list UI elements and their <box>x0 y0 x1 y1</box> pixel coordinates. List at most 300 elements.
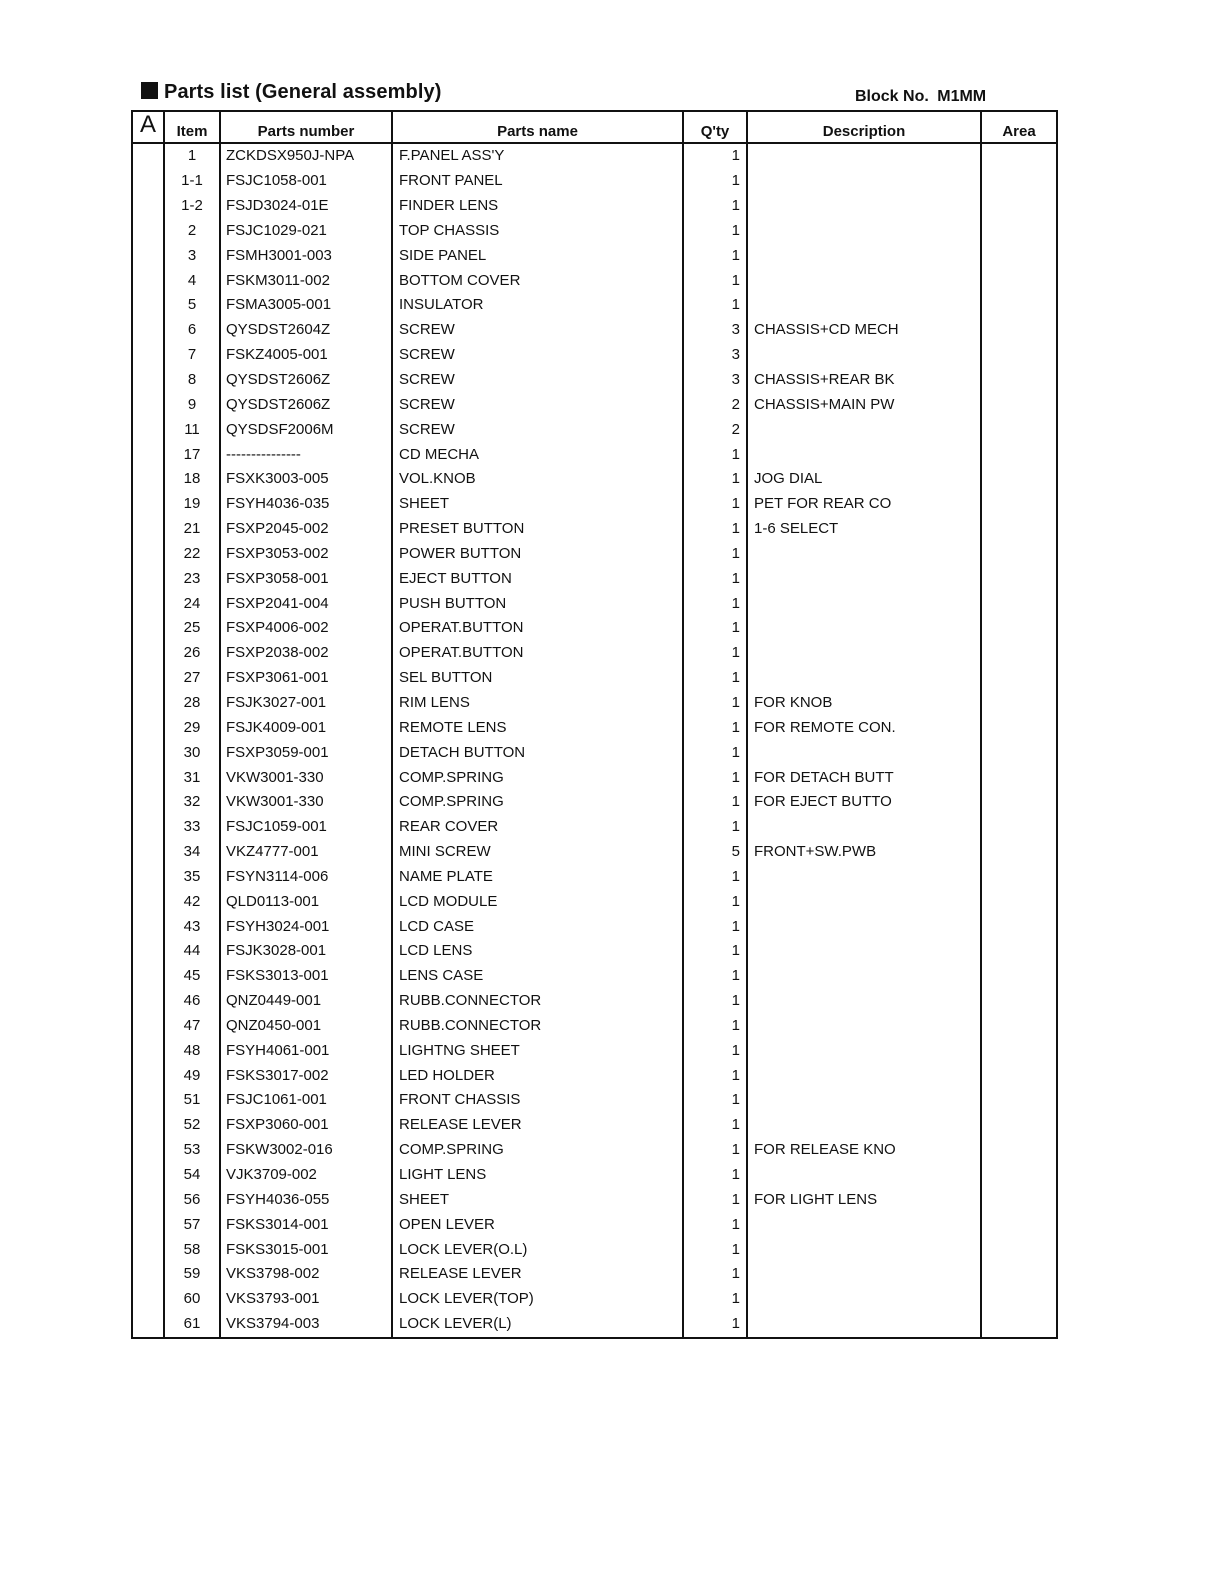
cell-parts-number: FSYH4061-001 <box>220 1038 392 1063</box>
cell-area <box>981 542 1057 567</box>
cell-a <box>132 616 164 641</box>
page-title-text: Parts list (General assembly) <box>164 81 442 103</box>
cell-parts-number: FSXP3061-001 <box>220 666 392 691</box>
cell-description: FOR KNOB <box>747 691 981 716</box>
cell-a <box>132 914 164 939</box>
cell-area <box>981 1163 1057 1188</box>
table-row <box>132 1163 1057 1188</box>
cell-a <box>132 442 164 467</box>
cell-description <box>747 591 981 616</box>
cell-item: 11 <box>164 417 220 442</box>
black-square-bullet-icon <box>141 82 158 99</box>
cell-parts-number: FSYH4036-055 <box>220 1187 392 1212</box>
cell-parts-number: FSXP3060-001 <box>220 1113 392 1138</box>
cell-description: CHASSIS+CD MECH <box>747 318 981 343</box>
cell-item: 8 <box>164 368 220 393</box>
cell-description <box>747 914 981 939</box>
cell-parts-name: BOTTOM COVER <box>392 268 683 293</box>
cell-qty: 1 <box>683 268 747 293</box>
cell-qty: 1 <box>683 542 747 567</box>
cell-parts-number: FSKS3013-001 <box>220 964 392 989</box>
cell-description: 1-6 SELECT <box>747 517 981 542</box>
table-row <box>132 143 1057 169</box>
column-header-description: Description <box>747 111 981 143</box>
cell-parts-number: VKZ4777-001 <box>220 840 392 865</box>
cell-qty: 1 <box>683 1287 747 1312</box>
cell-area <box>981 517 1057 542</box>
table-row <box>132 1113 1057 1138</box>
cell-item: 1 <box>164 143 220 169</box>
cell-item: 48 <box>164 1038 220 1063</box>
table-row <box>132 666 1057 691</box>
table-row <box>132 566 1057 591</box>
cell-item: 1-2 <box>164 194 220 219</box>
cell-qty: 1 <box>683 666 747 691</box>
cell-description <box>747 143 981 169</box>
cell-area <box>981 1312 1057 1338</box>
cell-qty: 1 <box>683 1138 747 1163</box>
cell-parts-name: RIM LENS <box>392 691 683 716</box>
cell-item: 42 <box>164 889 220 914</box>
cell-item: 6 <box>164 318 220 343</box>
cell-qty: 1 <box>683 1113 747 1138</box>
cell-area <box>981 143 1057 169</box>
cell-parts-number: FSXP2045-002 <box>220 517 392 542</box>
cell-parts-name: SCREW <box>392 318 683 343</box>
cell-parts-name: LENS CASE <box>392 964 683 989</box>
table-row <box>132 293 1057 318</box>
cell-parts-name: DETACH BUTTON <box>392 740 683 765</box>
cell-qty: 1 <box>683 169 747 194</box>
column-header-item: Item <box>164 111 220 143</box>
table-row <box>132 542 1057 567</box>
cell-parts-name: SEL BUTTON <box>392 666 683 691</box>
cell-parts-name: LOCK LEVER(TOP) <box>392 1287 683 1312</box>
cell-area <box>981 194 1057 219</box>
cell-area <box>981 492 1057 517</box>
cell-parts-number: FSXP4006-002 <box>220 616 392 641</box>
cell-description <box>747 1088 981 1113</box>
cell-a <box>132 268 164 293</box>
cell-area <box>981 740 1057 765</box>
cell-a <box>132 194 164 219</box>
cell-parts-number: FSJC1061-001 <box>220 1088 392 1113</box>
cell-area <box>981 1187 1057 1212</box>
cell-description: CHASSIS+MAIN PW <box>747 392 981 417</box>
cell-parts-number: FSJK3027-001 <box>220 691 392 716</box>
cell-parts-name: RUBB.CONNECTOR <box>392 1014 683 1039</box>
cell-parts-number: FSKW3002-016 <box>220 1138 392 1163</box>
column-header-a: A <box>132 111 164 143</box>
cell-parts-name: LCD LENS <box>392 939 683 964</box>
cell-qty: 1 <box>683 467 747 492</box>
cell-parts-name: SIDE PANEL <box>392 243 683 268</box>
cell-description <box>747 616 981 641</box>
cell-qty: 1 <box>683 1088 747 1113</box>
cell-a <box>132 143 164 169</box>
cell-qty: 1 <box>683 143 747 169</box>
cell-parts-name: COMP.SPRING <box>392 765 683 790</box>
cell-description <box>747 417 981 442</box>
table-row <box>132 889 1057 914</box>
cell-parts-name: SHEET <box>392 1187 683 1212</box>
cell-item: 33 <box>164 815 220 840</box>
table-row <box>132 1212 1057 1237</box>
cell-parts-number: FSJC1059-001 <box>220 815 392 840</box>
column-header-parts-name: Parts name <box>392 111 683 143</box>
cell-parts-name: SCREW <box>392 417 683 442</box>
cell-area <box>981 616 1057 641</box>
cell-item: 21 <box>164 517 220 542</box>
cell-item: 49 <box>164 1063 220 1088</box>
table-row <box>132 790 1057 815</box>
cell-qty: 5 <box>683 840 747 865</box>
cell-description <box>747 815 981 840</box>
cell-area <box>981 889 1057 914</box>
cell-a <box>132 840 164 865</box>
cell-item: 43 <box>164 914 220 939</box>
cell-area <box>981 691 1057 716</box>
cell-item: 22 <box>164 542 220 567</box>
parts-table <box>131 110 1058 1339</box>
table-row <box>132 691 1057 716</box>
cell-qty: 1 <box>683 1262 747 1287</box>
cell-area <box>981 467 1057 492</box>
cell-area <box>981 840 1057 865</box>
cell-area <box>981 1014 1057 1039</box>
block-number-label: Block No. <box>855 88 929 105</box>
cell-parts-number: FSJD3024-01E <box>220 194 392 219</box>
cell-item: 32 <box>164 790 220 815</box>
table-row <box>132 864 1057 889</box>
cell-area <box>981 1237 1057 1262</box>
table-row <box>132 989 1057 1014</box>
table-row <box>132 1063 1057 1088</box>
table-row <box>132 318 1057 343</box>
cell-description: JOG DIAL <box>747 467 981 492</box>
cell-area <box>981 1212 1057 1237</box>
cell-area <box>981 268 1057 293</box>
table-row <box>132 765 1057 790</box>
cell-parts-number: QLD0113-001 <box>220 889 392 914</box>
cell-a <box>132 740 164 765</box>
cell-description: FRONT+SW.PWB <box>747 840 981 865</box>
cell-description <box>747 542 981 567</box>
cell-a <box>132 889 164 914</box>
cell-area <box>981 989 1057 1014</box>
cell-description <box>747 343 981 368</box>
cell-a <box>132 566 164 591</box>
cell-a <box>132 1187 164 1212</box>
cell-qty: 1 <box>683 914 747 939</box>
table-row <box>132 1014 1057 1039</box>
cell-item: 5 <box>164 293 220 318</box>
cell-parts-name: OPEN LEVER <box>392 1212 683 1237</box>
cell-qty: 3 <box>683 368 747 393</box>
column-header-qty: Q'ty <box>683 111 747 143</box>
cell-area <box>981 442 1057 467</box>
cell-parts-number: FSMH3001-003 <box>220 243 392 268</box>
cell-description <box>747 243 981 268</box>
table-row <box>132 219 1057 244</box>
cell-parts-name: OPERAT.BUTTON <box>392 616 683 641</box>
cell-item: 56 <box>164 1187 220 1212</box>
cell-a <box>132 666 164 691</box>
cell-a <box>132 219 164 244</box>
cell-parts-number: VKW3001-330 <box>220 765 392 790</box>
cell-a <box>132 1038 164 1063</box>
cell-qty: 1 <box>683 641 747 666</box>
cell-parts-number: FSMA3005-001 <box>220 293 392 318</box>
cell-parts-number: FSXK3003-005 <box>220 467 392 492</box>
cell-qty: 1 <box>683 691 747 716</box>
cell-parts-number: FSJK4009-001 <box>220 715 392 740</box>
cell-a <box>132 591 164 616</box>
cell-a <box>132 765 164 790</box>
cell-description: FOR RELEASE KNO <box>747 1138 981 1163</box>
cell-parts-number: FSKS3017-002 <box>220 1063 392 1088</box>
cell-area <box>981 293 1057 318</box>
cell-parts-number: FSJK3028-001 <box>220 939 392 964</box>
cell-qty: 1 <box>683 815 747 840</box>
cell-a <box>132 1312 164 1338</box>
column-header-area: Area <box>981 111 1057 143</box>
cell-a <box>132 1163 164 1188</box>
cell-description <box>747 1038 981 1063</box>
cell-parts-number: FSXP2041-004 <box>220 591 392 616</box>
table-row <box>132 368 1057 393</box>
cell-parts-number: --------------- <box>220 442 392 467</box>
cell-qty: 1 <box>683 1163 747 1188</box>
table-row <box>132 591 1057 616</box>
table-row <box>132 442 1057 467</box>
cell-area <box>981 566 1057 591</box>
cell-item: 4 <box>164 268 220 293</box>
cell-item: 60 <box>164 1287 220 1312</box>
cell-description <box>747 1312 981 1338</box>
cell-qty: 1 <box>683 889 747 914</box>
cell-item: 53 <box>164 1138 220 1163</box>
cell-parts-name: FINDER LENS <box>392 194 683 219</box>
block-number <box>855 88 986 106</box>
cell-description <box>747 566 981 591</box>
cell-area <box>981 914 1057 939</box>
cell-item: 47 <box>164 1014 220 1039</box>
cell-area <box>981 1287 1057 1312</box>
cell-item: 29 <box>164 715 220 740</box>
cell-a <box>132 492 164 517</box>
cell-area <box>981 343 1057 368</box>
cell-parts-name: CD MECHA <box>392 442 683 467</box>
cell-parts-number: VKW3001-330 <box>220 790 392 815</box>
cell-item: 45 <box>164 964 220 989</box>
cell-parts-name: EJECT BUTTON <box>392 566 683 591</box>
cell-a <box>132 1113 164 1138</box>
cell-qty: 1 <box>683 740 747 765</box>
parts-table-body <box>132 143 1057 1338</box>
cell-description <box>747 1014 981 1039</box>
cell-item: 19 <box>164 492 220 517</box>
cell-item: 2 <box>164 219 220 244</box>
table-row <box>132 1312 1057 1338</box>
cell-parts-name: FRONT CHASSIS <box>392 1088 683 1113</box>
cell-area <box>981 1262 1057 1287</box>
cell-item: 28 <box>164 691 220 716</box>
cell-qty: 1 <box>683 566 747 591</box>
cell-area <box>981 641 1057 666</box>
cell-parts-name: NAME PLATE <box>392 864 683 889</box>
cell-item: 46 <box>164 989 220 1014</box>
cell-parts-name: LOCK LEVER(O.L) <box>392 1237 683 1262</box>
cell-parts-name: COMP.SPRING <box>392 790 683 815</box>
cell-area <box>981 815 1057 840</box>
cell-area <box>981 417 1057 442</box>
cell-parts-name: INSULATOR <box>392 293 683 318</box>
cell-item: 3 <box>164 243 220 268</box>
cell-area <box>981 219 1057 244</box>
cell-parts-number: VKS3793-001 <box>220 1287 392 1312</box>
cell-a <box>132 1212 164 1237</box>
cell-a <box>132 864 164 889</box>
cell-qty: 3 <box>683 343 747 368</box>
cell-parts-name: SCREW <box>392 343 683 368</box>
cell-qty: 2 <box>683 392 747 417</box>
cell-description: CHASSIS+REAR BK <box>747 368 981 393</box>
cell-a <box>132 169 164 194</box>
cell-area <box>981 790 1057 815</box>
cell-area <box>981 1113 1057 1138</box>
cell-qty: 2 <box>683 417 747 442</box>
cell-a <box>132 542 164 567</box>
cell-description <box>747 964 981 989</box>
cell-description <box>747 268 981 293</box>
table-row <box>132 517 1057 542</box>
cell-area <box>981 864 1057 889</box>
cell-item: 57 <box>164 1212 220 1237</box>
cell-parts-number: FSYN3114-006 <box>220 864 392 889</box>
cell-a <box>132 417 164 442</box>
table-row <box>132 939 1057 964</box>
cell-item: 58 <box>164 1237 220 1262</box>
cell-description <box>747 194 981 219</box>
table-row <box>132 964 1057 989</box>
cell-item: 27 <box>164 666 220 691</box>
cell-a <box>132 641 164 666</box>
table-row <box>132 1038 1057 1063</box>
cell-description <box>747 1163 981 1188</box>
cell-qty: 3 <box>683 318 747 343</box>
cell-description: FOR DETACH BUTT <box>747 765 981 790</box>
cell-area <box>981 1063 1057 1088</box>
table-row <box>132 467 1057 492</box>
cell-area <box>981 964 1057 989</box>
cell-qty: 1 <box>683 517 747 542</box>
cell-parts-name: LED HOLDER <box>392 1063 683 1088</box>
cell-a <box>132 368 164 393</box>
cell-a <box>132 989 164 1014</box>
cell-parts-number: QYSDST2604Z <box>220 318 392 343</box>
cell-qty: 1 <box>683 293 747 318</box>
cell-parts-number: FSXP3059-001 <box>220 740 392 765</box>
table-row <box>132 616 1057 641</box>
cell-parts-number: FSJC1058-001 <box>220 169 392 194</box>
cell-description <box>747 939 981 964</box>
table-row <box>132 1088 1057 1113</box>
page-title <box>141 81 441 104</box>
cell-qty: 1 <box>683 964 747 989</box>
cell-parts-name: LIGHT LENS <box>392 1163 683 1188</box>
cell-a <box>132 1287 164 1312</box>
table-row <box>132 1138 1057 1163</box>
cell-a <box>132 517 164 542</box>
block-number-value: M1MM <box>937 88 987 105</box>
cell-parts-number: FSYH3024-001 <box>220 914 392 939</box>
cell-qty: 1 <box>683 243 747 268</box>
cell-item: 18 <box>164 467 220 492</box>
cell-a <box>132 691 164 716</box>
cell-parts-name: RELEASE LEVER <box>392 1262 683 1287</box>
table-row <box>132 715 1057 740</box>
cell-parts-number: VKS3794-003 <box>220 1312 392 1338</box>
table-row <box>132 392 1057 417</box>
cell-description <box>747 1287 981 1312</box>
cell-parts-name: FRONT PANEL <box>392 169 683 194</box>
cell-qty: 1 <box>683 492 747 517</box>
cell-parts-number: VKS3798-002 <box>220 1262 392 1287</box>
table-row <box>132 169 1057 194</box>
cell-parts-name: LCD CASE <box>392 914 683 939</box>
table-row <box>132 1287 1057 1312</box>
table-row <box>132 815 1057 840</box>
cell-qty: 1 <box>683 1237 747 1262</box>
cell-parts-number: FSKZ4005-001 <box>220 343 392 368</box>
cell-area <box>981 715 1057 740</box>
cell-parts-name: PUSH BUTTON <box>392 591 683 616</box>
cell-qty: 1 <box>683 790 747 815</box>
cell-parts-name: REAR COVER <box>392 815 683 840</box>
cell-area <box>981 392 1057 417</box>
cell-item: 23 <box>164 566 220 591</box>
cell-qty: 1 <box>683 1212 747 1237</box>
cell-description <box>747 169 981 194</box>
cell-qty: 1 <box>683 1038 747 1063</box>
table-row <box>132 343 1057 368</box>
cell-a <box>132 1237 164 1262</box>
cell-parts-number: FSXP3053-002 <box>220 542 392 567</box>
cell-a <box>132 815 164 840</box>
cell-item: 17 <box>164 442 220 467</box>
cell-parts-name: LCD MODULE <box>392 889 683 914</box>
cell-a <box>132 715 164 740</box>
cell-description <box>747 1262 981 1287</box>
cell-a <box>132 1088 164 1113</box>
cell-description <box>747 864 981 889</box>
cell-item: 51 <box>164 1088 220 1113</box>
cell-a <box>132 392 164 417</box>
cell-parts-number: QNZ0449-001 <box>220 989 392 1014</box>
cell-parts-name: SCREW <box>392 392 683 417</box>
cell-area <box>981 591 1057 616</box>
cell-area <box>981 318 1057 343</box>
cell-qty: 1 <box>683 989 747 1014</box>
cell-item: 30 <box>164 740 220 765</box>
cell-parts-name: F.PANEL ASS'Y <box>392 143 683 169</box>
cell-parts-number: FSKS3014-001 <box>220 1212 392 1237</box>
cell-qty: 1 <box>683 864 747 889</box>
cell-parts-name: VOL.KNOB <box>392 467 683 492</box>
cell-description <box>747 740 981 765</box>
table-row <box>132 417 1057 442</box>
